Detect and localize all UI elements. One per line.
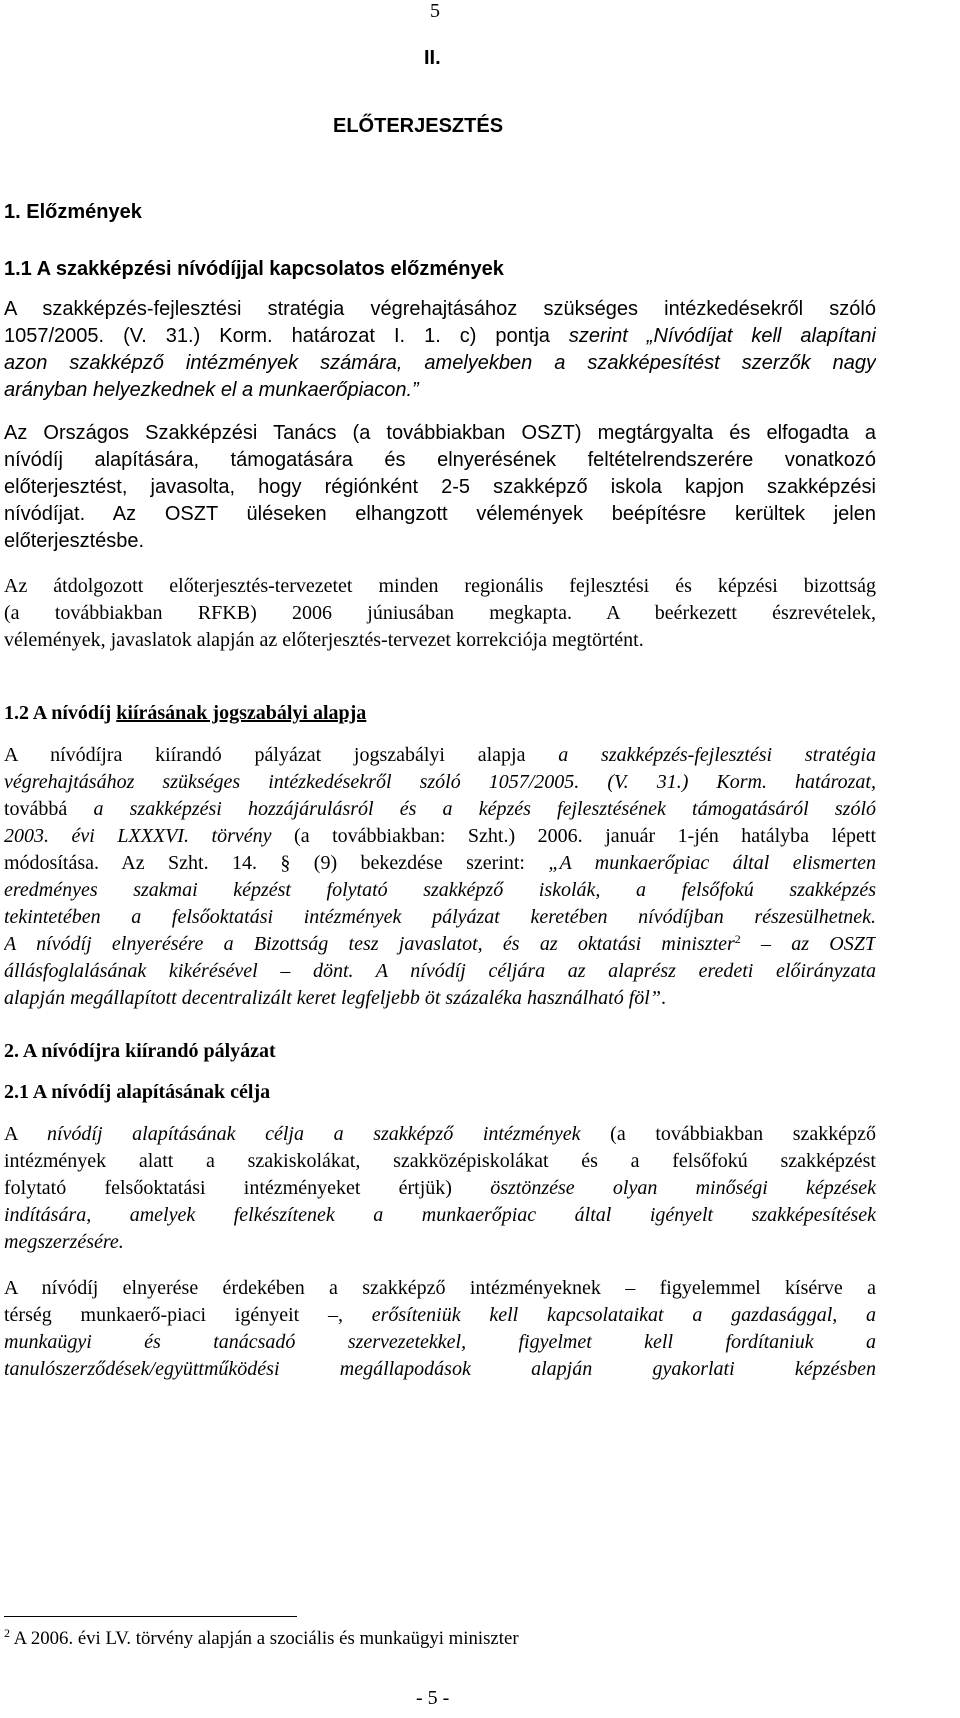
paragraph-legal-basis	[4, 742, 876, 1012]
italic-run: megszerzésére.	[4, 1231, 124, 1253]
text-run: (a továbbiakban szakképző	[580, 1123, 876, 1145]
text-run: módosítása. Az Szht. 14. § (9) bekezdése szerint:	[4, 852, 549, 874]
italic-run: indítására, amelyek felkészítenek a munkaerőpiac által igényelt szakképesítések	[4, 1204, 876, 1226]
text-line: előterjesztésbe.	[4, 530, 145, 552]
italic-run: 2003. évi LXXXVI. törvény	[4, 825, 272, 847]
text-line	[4, 877, 876, 904]
text-line: intézmények alatt a szakiskolákat, szakközépiskolákat és a felsőfokú szakképzést	[4, 1150, 876, 1172]
heading-run: 1.2 A nívódíj	[4, 702, 117, 724]
text-line	[4, 823, 876, 850]
text-line	[4, 850, 876, 877]
text-line: Az Országos Szakképzési Tanács (a továbbiakban OSZT) megtárgyalta és elfogadta a	[4, 422, 876, 444]
text-run: továbbá	[4, 798, 94, 820]
text-line	[4, 904, 876, 931]
italic-run: – az OSZT	[740, 933, 876, 955]
page-number-top: 5	[430, 0, 440, 22]
paragraph-rfkb	[4, 573, 876, 654]
italic-run: állásfoglalásának kikérésével – dönt. A nívódíj céljára az alaprész eredeti előirányzata	[4, 960, 876, 982]
text-line: A szakképzés-fejlesztési stratégia végrehajtásához szükséges intézkedésekről szóló	[4, 298, 876, 320]
paragraph-oszt	[4, 420, 876, 555]
text-line: nívódíjat. Az OSZT üléseken elhangzott vélemények beépítésre kerültek jelen	[4, 503, 876, 525]
footnote-marker: 2	[734, 932, 741, 946]
text-run: .	[660, 987, 666, 1009]
text-line	[4, 985, 876, 1012]
paragraph-purpose	[4, 1121, 876, 1256]
section-2-1-heading: 2.1 A nívódíj alapításának célja	[4, 1081, 271, 1103]
text-line: (a továbbiakban RFKB) 2006 júniusában megkapta. A beérkezett észrevételek,	[4, 602, 876, 624]
footnote-marker: 2	[4, 1626, 10, 1640]
text-run: (a továbbiakban: Szht.) 2006. január 1-jén hatályba lépett	[271, 825, 876, 847]
text-line	[4, 1229, 876, 1256]
italic-run: tekintetében a felsőoktatási intézmények pályázat keretében nívódíjban részesülhetnek.	[4, 906, 876, 928]
text-run: A	[4, 1123, 47, 1145]
chapter-number: II.	[424, 47, 441, 69]
footnote-separator	[4, 1616, 297, 1617]
italic-run: munkaügyi és tanácsadó szervezetekkel, figyelmet kell fordítaniuk a	[4, 1331, 876, 1353]
text-run: 1057/2005. (V. 31.) Korm. határozat I. 1. c) pontja	[4, 325, 569, 347]
italic-run: ösztönzése olyan minőségi képzések	[490, 1177, 876, 1199]
section-1-1-heading: 1.1 A szakképzési nívódíjjal kapcsolatos előzmények	[4, 258, 504, 280]
section-1-heading: 1. Előzmények	[4, 201, 142, 223]
text-run: folytató felsőoktatási intézményeket értjük)	[4, 1177, 491, 1199]
paragraph-strategy	[4, 296, 876, 404]
text-line	[4, 1175, 876, 1202]
paragraph-requirements	[4, 1275, 876, 1383]
text-line: Az átdolgozott előterjesztés-tervezetet minden regionális fejlesztési és képzési bizottság	[4, 575, 876, 597]
text-line: vélemények, javaslatok alapján az előterjesztés-tervezet korrekciója megtörtént.	[4, 629, 644, 651]
quote-run: szerint „Nívódíjat kell alapítani	[568, 325, 876, 347]
footnote-text: A 2006. évi LV. törvény alapján a szociális és munkaügyi miniszter	[10, 1628, 519, 1649]
text-line	[4, 1329, 876, 1356]
heading-underlined-run: kiírásának jogszabályi alapja	[116, 702, 367, 724]
italic-run: tanulószerződések/együttműködési megállapodások alapján gyakorlati képzésben	[4, 1358, 876, 1380]
section-2-heading: 2. A nívódíjra kiírandó pályázat	[4, 1040, 276, 1062]
text-line	[4, 1356, 876, 1383]
text-line: előterjesztést, javasolta, hogy régiónként 2-5 szakképző iskola kapjon szakképzési	[4, 476, 876, 498]
italic-run: A nívódíj elnyerésére a Bizottság tesz javaslatot, és az oktatási miniszter	[4, 933, 735, 955]
quote-run: azon szakképző intézmények számára, amelyekben a szakképesítést szerzők nagy	[4, 352, 876, 374]
text-line	[4, 1121, 876, 1148]
footnote	[4, 1628, 519, 1650]
italic-run: a szakképzési hozzájárulásról és a képzés fejlesztésének támogatásáról szóló	[93, 798, 876, 820]
text-line	[4, 958, 876, 985]
text-run: A nívódíjra kiírandó pályázat jogszabályi alapja	[4, 744, 559, 766]
text-line: A nívódíj elnyerése érdekében a szakképző intézményeknek – figyelemmel kísérve a	[4, 1277, 876, 1299]
text-run: térség munkaerő-piaci igényeit –,	[4, 1304, 372, 1326]
italic-run: „A munkaerőpiac által elismerten	[548, 852, 876, 874]
italic-run: végrehajtásához szükséges intézkedésekről szóló 1057/2005. (V. 31.) Korm. határozat,	[4, 771, 876, 793]
italic-run: a szakképzés-fejlesztési stratégia	[558, 744, 876, 766]
text-line	[4, 323, 876, 350]
section-1-2-heading	[4, 702, 366, 725]
chapter-title: ELŐTERJESZTÉS	[333, 115, 504, 137]
italic-run: nívódíj alapításának célja a szakképző intézmények	[46, 1123, 581, 1145]
text-line	[4, 931, 876, 958]
text-line: nívódíj alapítására, támogatására és elnyerésének feltételrendszerére vonatkozó	[4, 449, 876, 471]
text-line	[4, 742, 876, 769]
quote-run: arányban helyezkednek el a munkaerőpiacon.”	[4, 379, 419, 401]
text-line	[4, 1302, 876, 1329]
text-line	[4, 769, 876, 796]
page-number-bottom: - 5 -	[416, 1687, 450, 1709]
text-line	[4, 796, 876, 823]
text-line	[4, 350, 876, 377]
text-line	[4, 1202, 876, 1229]
text-line	[4, 377, 876, 404]
italic-run: alapján megállapított decentralizált keret legfeljebb öt százaléka használható föl”	[4, 987, 661, 1009]
italic-run: erősíteniük kell kapcsolataikat a gazdasággal, a	[371, 1304, 876, 1326]
italic-run: eredményes szakmai képzést folytató szakképző iskolák, a felsőfokú szakképzés	[4, 879, 876, 901]
